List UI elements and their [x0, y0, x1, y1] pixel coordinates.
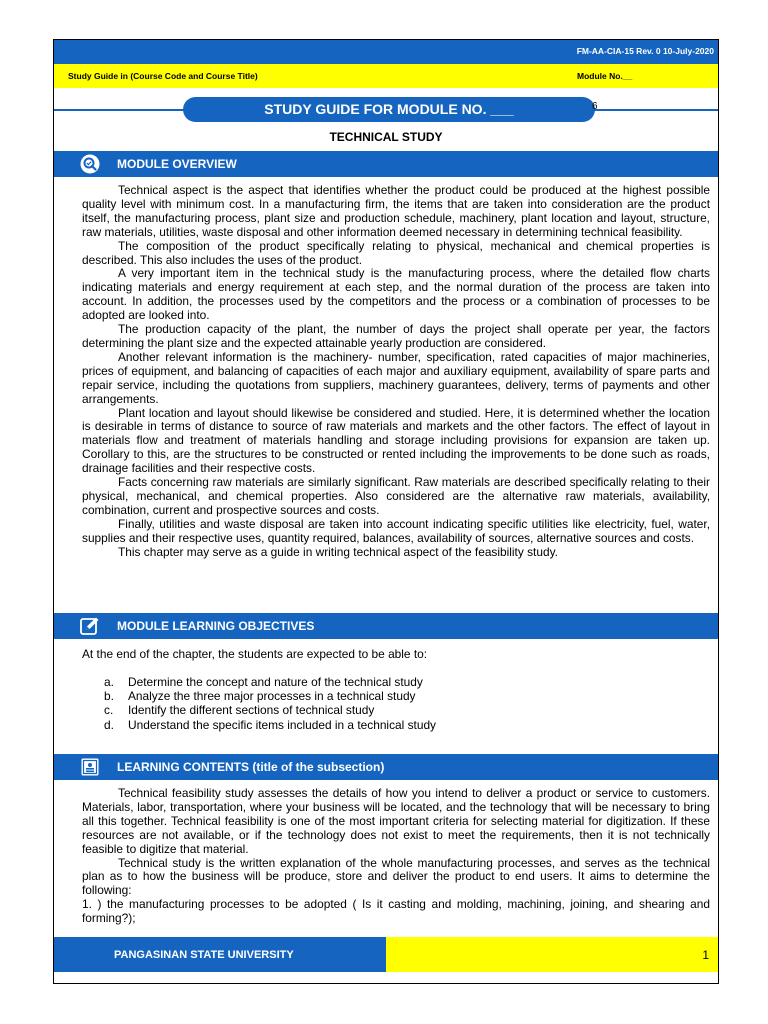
module-overview-header: [54, 151, 718, 177]
search-icon: [80, 154, 100, 174]
overview-paragraph: Technical aspect is the aspect that identifies whether the product could be produced at the highest possible quality level with minimum cost. In a manufacturing firm, the items that are taken into consideration are the product itself, the manufacturing process, plant size and production schedule, machinery, plant location and layout, structure, raw materials, utilities, waste disposal and other information deemed necessary in determining technical feasibility.: [82, 183, 710, 239]
learning-contents-title: LEARNING CONTENTS (title of the subsection): [117, 760, 385, 774]
list-item: [104, 689, 436, 703]
overview-paragraph: This chapter may serve as a guide in writing technical aspect of the feasibility study.: [118, 544, 558, 559]
page-number: 1: [702, 948, 709, 962]
overview-text: [82, 184, 710, 559]
list-item: [104, 703, 436, 717]
contents-paragraph: Technical feasibility study assesses the details of how you intend to deliver a product or service to customers. Materials, labor, transportation, where your business will be located, and the technology that will be necessary to bring all this together. Technical feasibility is one of the most important criteria for selecting material for digitization. If these resources are not available, or if the technology does not exist to meet the requirements, then it is not technically feasible to digitize that material.: [82, 786, 710, 856]
header-top-bar: [54, 40, 718, 64]
course-label: Study Guide in (Course Code and Course Title): [68, 71, 258, 81]
list-item-letter: b.: [104, 689, 114, 704]
objectives-intro: At the end of the chapter, the students are expected to be able to:: [82, 647, 428, 661]
overview-paragraph: Plant location and layout should likewise be considered and studied. Here, it is determined whether the location is desirable in terms of distance to source of raw materials and markets and the other factors. The effect of layout in materials flow and treatment of materials handling and storage including provisions for expansion are taken up. Corollary to this, are the structures to be constructed or rented including the improvements to be done such as roads, drainage facilities and their respective costs.: [82, 405, 710, 476]
list-item-text: Understand the specific items included in a technical study: [128, 717, 437, 732]
overview-paragraph: Another relevant information is the machinery- number, specification, rated capacities of major machineries, prices of equipment, and balancing of capacities of each major and auxiliary equipment, availability of spare parts and repair service, including the quotations from suppliers, machinery guarantees, delivery, terms of payments and other arrangements.: [82, 349, 710, 406]
objectives-list: [104, 675, 436, 732]
list-item: [104, 718, 436, 732]
list-item-letter: c.: [104, 703, 114, 718]
module-overview-title: MODULE OVERVIEW: [117, 157, 237, 171]
learning-contents-header: [54, 754, 718, 780]
overview-paragraph: The production capacity of the plant, the number of days the project shall operate per year, the factors determining the plant size and the expected attainable yearly production are considered.: [82, 322, 710, 350]
overview-paragraph: The composition of the product specifically relating to physical, mechanical and chemical properties is described. This also includes the uses of the product.: [82, 238, 710, 267]
module-label: Module No.__: [577, 71, 633, 81]
overview-paragraph: Facts concerning raw materials are similarly significant. Raw materials are described specifically relating to their physical, mechanical, and chemical properties. Also considered are the alternative raw materials, availability, combination, current and prospective sources and costs.: [82, 475, 710, 517]
list-item-text: Analyze the three major processes in a technical study: [128, 689, 416, 704]
list-item-text: Identify the different sections of technical study: [128, 703, 375, 718]
contact-card-icon: [80, 757, 100, 777]
page-subtitle: TECHNICAL STUDY: [329, 130, 443, 144]
learning-objectives-header: [54, 613, 718, 639]
banner-line-left: [54, 109, 184, 111]
page-footer: [54, 937, 718, 972]
header-course-bar: [54, 64, 718, 88]
list-item-text: Determine the concept and nature of the technical study: [128, 675, 423, 689]
list-item: [104, 675, 436, 689]
banner-line-right: [594, 109, 719, 111]
overview-paragraph: A very important item in the technical study is the manufacturing process, where the detailed flow charts indicating materials and energy requirement at each step, and the normal duration of the process are taken into account. In addition, the processes used by the competitors and the process or a combination of processes to be adopted are looked into.: [82, 266, 710, 323]
form-code: FM-AA-CIA-15 Rev. 0 10-July-2020: [576, 46, 714, 56]
university-name: PANGASINAN STATE UNIVERSITY: [114, 949, 294, 961]
contents-paragraph: 1. ) the manufacturing processes to be adopted ( Is it casting and molding, machining, joining, and shearing and forming?);: [82, 897, 710, 926]
document-page: [53, 39, 719, 984]
footer-university-bar: [54, 937, 386, 972]
edit-icon: [80, 616, 100, 636]
learning-objectives-title: MODULE LEARNING OBJECTIVES: [117, 619, 315, 633]
footer-page-bar: [386, 937, 719, 972]
list-item-letter: d.: [104, 717, 114, 732]
contents-paragraph: Technical study is the written explanation of the whole manufacturing processes, and serves as the technical plan as to how the business will be produce, store and deliver the product to end users. It aims to determine the following:: [82, 855, 710, 898]
module-title-banner: STUDY GUIDE FOR MODULE NO. ___: [183, 97, 595, 122]
banner-number: 6: [592, 101, 598, 112]
list-item-letter: a.: [104, 675, 114, 689]
overview-paragraph: Finally, utilities and waste disposal are taken into account indicating specific utilities like electricity, fuel, water, supplies and their respective uses, quantity required, balances, availability of sources, alternative sources and costs.: [82, 516, 710, 545]
contents-text: [82, 787, 710, 926]
